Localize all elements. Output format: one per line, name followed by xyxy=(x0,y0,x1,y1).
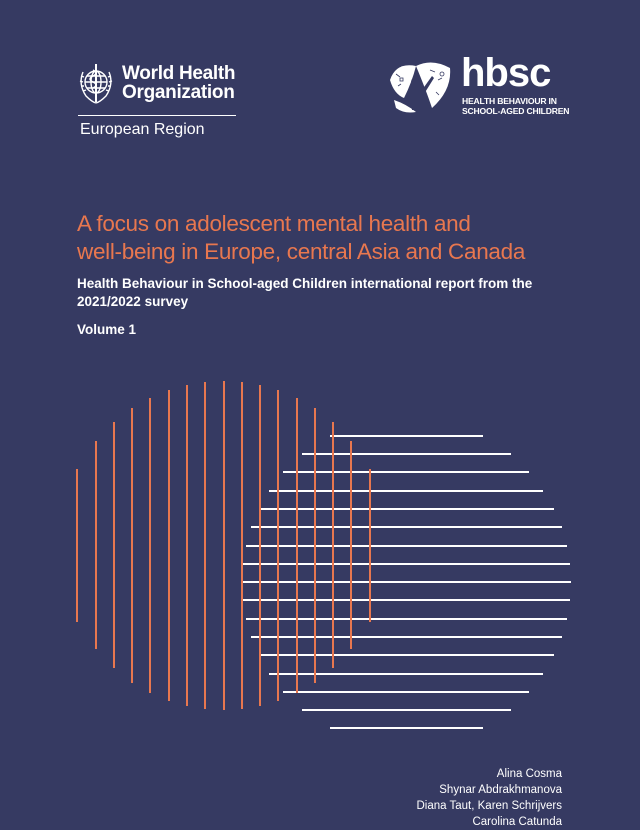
white-horizontal-lines xyxy=(242,436,571,728)
who-logo-divider xyxy=(78,115,236,116)
author-name: Diana Taut, Karen Schrijvers xyxy=(416,800,562,812)
who-region: European Region xyxy=(80,121,205,138)
report-subtitle xyxy=(77,275,567,311)
who-name-line1: World Health xyxy=(122,63,236,84)
who-name xyxy=(122,64,235,102)
report-subtitle-line1: Health Behaviour in School-aged Children international report from the xyxy=(77,276,533,291)
hbsc-tagline-line1: HEALTH BEHAVIOUR IN xyxy=(462,96,557,106)
author-list xyxy=(416,766,562,830)
author-name: Alina Cosma xyxy=(496,768,562,780)
who-name-line2: Organization xyxy=(122,82,235,103)
author-name: Shynar Abdrakhmanova xyxy=(439,784,562,796)
volume-label: Volume 1 xyxy=(77,322,137,337)
hbsc-tagline-line2: SCHOOL-AGED CHILDREN xyxy=(462,106,570,116)
report-title xyxy=(77,210,577,266)
hbsc-tagline xyxy=(462,96,569,116)
report-title-line2: well-being in Europe, central Asia and Canada xyxy=(77,239,526,264)
author-name: Carolina Catunda xyxy=(472,816,562,828)
hbsc-emblem-icon xyxy=(386,60,456,116)
orange-vertical-lines xyxy=(77,381,370,710)
who-emblem-icon xyxy=(76,62,116,108)
report-title-line1: A focus on adolescent mental health and xyxy=(77,211,471,236)
report-subtitle-line2: 2021/2022 survey xyxy=(77,294,189,309)
hbsc-wordmark: hbsc xyxy=(461,51,551,95)
